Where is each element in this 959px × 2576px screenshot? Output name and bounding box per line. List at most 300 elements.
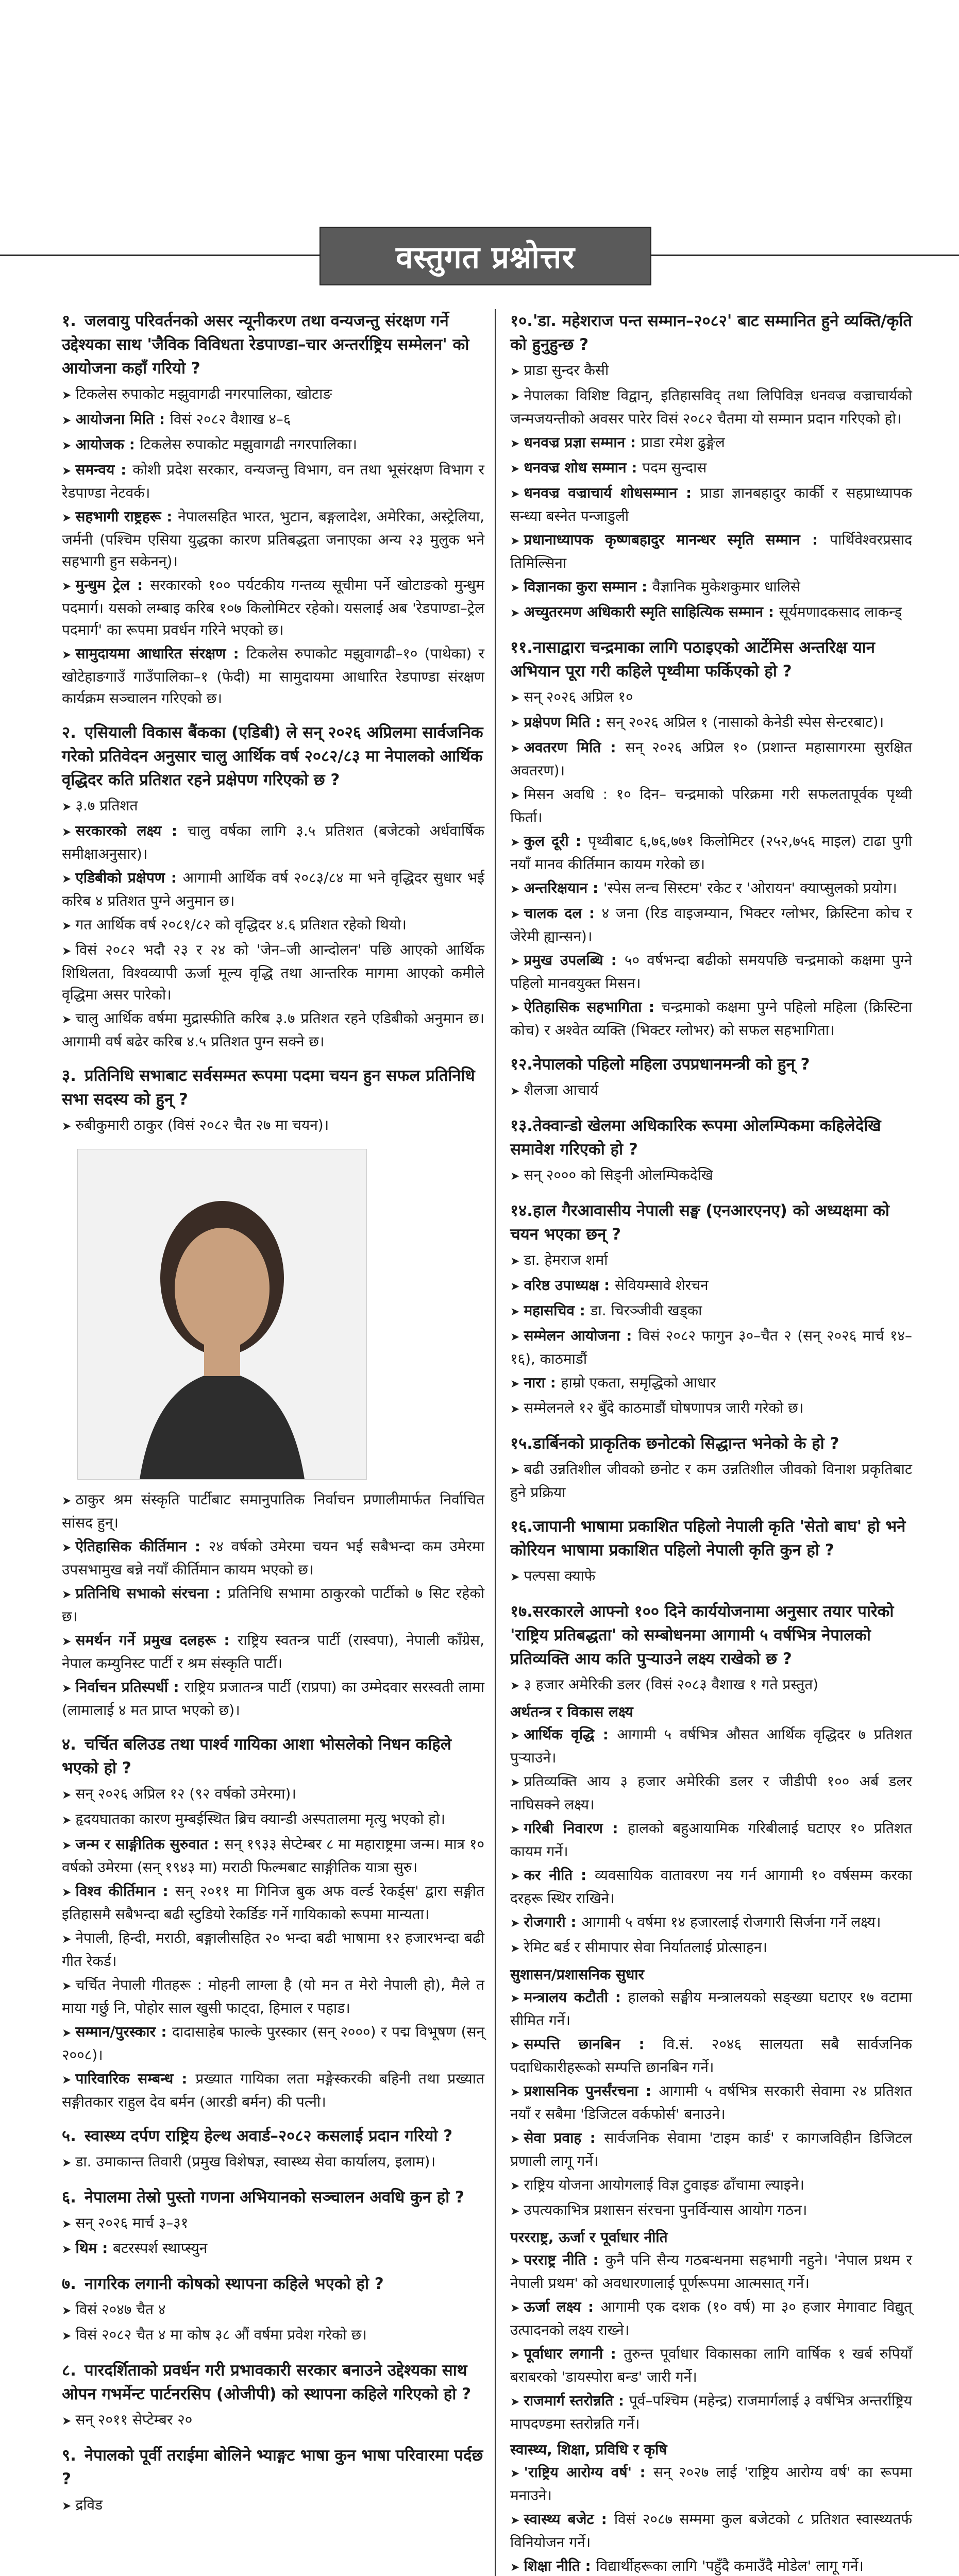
bullet-arrow-icon: ➤ — [510, 1085, 520, 1098]
answer-text: राष्ट्रिय स्वतन्त्र पार्टी (रास्वपा), नेपाली काँग्रेस, नेपाल कम्युनिस्ट पार्टी र श्रम संस्कृति पार्टी। — [62, 1632, 484, 1672]
bullet-arrow-icon: ➤ — [62, 873, 72, 886]
answer-label: सेवा प्रवाह : — [524, 2129, 604, 2146]
answer-text: विसं २०४७ चैत ४ — [75, 2301, 166, 2318]
bullet-arrow-icon: ➤ — [62, 920, 72, 933]
answer-line — [510, 529, 912, 574]
answer-line — [62, 2151, 484, 2174]
answer-line — [510, 2199, 912, 2223]
question-block — [510, 1199, 912, 1420]
question-title — [510, 1600, 912, 1671]
answer-label: अवतरण मिति : — [524, 739, 626, 756]
bullet-arrow-icon: ➤ — [62, 1980, 72, 1993]
question-text: जलवायु परिवर्तनको असर न्यूनीकरण तथा वन्यजन्तु संरक्षण गर्ने उद्देश्यका साथ 'जैविक विविधता रेडपाण्डा–चार अन्तर्राष्ट्रिय सम्मेलन' को आयोजना कहाँ गरियो ? — [62, 312, 469, 378]
answer-label: धनवज्र शोध सम्मान : — [524, 459, 643, 476]
answer-text: चन्द्रमाको कक्षमा पुग्ने पहिलो महिला (क्रिस्टिना कोच) र अश्वेत व्यक्ति (भिक्टर ग्लोभर) को सफल सहभागिता। — [510, 998, 912, 1039]
bullet-arrow-icon: ➤ — [510, 1464, 520, 1477]
question-text: हाल गैरआवासीय नेपाली सङ्घ (एनआरएनए) को अध्यक्षमा को चयन भएका छन् ? — [510, 1201, 889, 1244]
answer-text: प्राडा ज्ञानबहादुर कार्की र सहप्राध्यापक सन्ध्या बस्नेत पन्जाडुली — [510, 484, 913, 524]
answer-text: डा. उमाकान्त तिवारी (प्रमुख विशेषज्ञ, स्वास्थ्य सेवा कार्यालय, इलाम)। — [75, 2153, 436, 2170]
question-title — [62, 309, 484, 380]
question-number: १०. — [510, 312, 533, 330]
question-text: स्वास्थ्य दर्पण राष्ट्रिय हेल्थ अवार्ड–२०८२ कसलाई प्रदान गरियो ? — [85, 2127, 453, 2145]
question-block — [62, 2444, 484, 2517]
answer-text: आगामी ५ वर्षभित्र औसत आर्थिक वृद्धिदर ७ प्रतिशत पुऱ्याउने। — [510, 1726, 912, 1766]
answer-line — [510, 737, 912, 782]
bullet-arrow-icon: ➤ — [510, 437, 520, 450]
answer-line — [510, 1459, 912, 1503]
answer-text: पार्थिवेश्वरप्रसाद तिमिल्सिना — [510, 531, 912, 571]
question-number: ७. — [62, 2275, 76, 2293]
answer-text: पल्पसा क्याफे — [524, 1567, 596, 1584]
answer-label: एडिबीको प्रक्षेपण : — [75, 869, 183, 886]
bullet-arrow-icon: ➤ — [62, 826, 72, 839]
answer-label: अच्युतरमण अधिकारी स्मृति साहित्यिक सम्मान : — [524, 603, 779, 620]
bullet-arrow-icon: ➤ — [62, 2074, 72, 2087]
bullet-arrow-icon: ➤ — [62, 2330, 72, 2343]
answer-label: जन्म र साङ्गीतिक सुरुवात : — [75, 1836, 224, 1853]
answer-line — [62, 1489, 484, 1534]
answer-text: विसं २०८७ सम्ममा कुल बजेटको ८ प्रतिशत स्वास्थ्यतर्फ विनियोजन गर्ने। — [510, 2511, 912, 2551]
question-block — [510, 1114, 912, 1188]
bullet-arrow-icon: ➤ — [62, 2415, 72, 2428]
bullet-arrow-icon: ➤ — [62, 1839, 72, 1852]
answer-text: हृदयघातका कारण मुम्बईस्थित ब्रिच क्यान्डी अस्पतालमा मृत्यु भएको हो। — [75, 1810, 446, 1827]
answer-line — [62, 1630, 484, 1674]
question-text: 'डा. महेशराज पन्त सम्मान–२०८२' बाट सम्मानित हुने व्यक्ति/कृति को हुनुहुन्छ ? — [510, 312, 912, 354]
answer-line — [510, 385, 912, 430]
answer-line — [62, 914, 484, 937]
question-number: ८. — [62, 2361, 76, 2380]
answer-line — [510, 1724, 912, 1769]
question-text: नेपालमा तेस्रो पुस्तो गणना अभियानको सञ्चालन अवधि कुन हो ? — [85, 2188, 465, 2207]
subsection-heading: सुशासन/प्रशासनिक सुधार — [510, 1966, 644, 1983]
bullet-arrow-icon: ➤ — [510, 883, 520, 896]
bullet-arrow-icon: ➤ — [510, 1306, 520, 1318]
bullet-arrow-icon: ➤ — [510, 2086, 520, 2099]
answer-line — [62, 867, 484, 912]
question-title — [510, 1432, 912, 1455]
question-number: १४. — [510, 1201, 533, 1220]
answer-text: टिकलेस रुपाकोट मझुवागढी नगरपालिका, खोटाङ — [75, 385, 332, 402]
answer-text: 'स्पेस लन्च सिस्टम' रकेट र 'ओरायन' क्याप्सुलको प्रयोग। — [603, 879, 897, 896]
answer-line — [62, 1783, 484, 1806]
answer-label: प्रतिनिधि सभाको संरचना : — [75, 1585, 228, 1602]
bullet-arrow-icon: ➤ — [62, 2218, 72, 2231]
bullet-arrow-icon: ➤ — [62, 1789, 72, 1802]
bullet-arrow-icon: ➤ — [510, 488, 520, 501]
answer-text: २४ वर्षको उमेरमा चयन भई सबैभन्दा कम उमेरमा उपसभामुख बन्ने नयाँ कीर्तिमान कायम भएको छ। — [62, 1538, 484, 1578]
answer-line — [510, 996, 912, 1041]
answer-label: ऊर्जा लक्ष्य : — [524, 2298, 601, 2315]
answer-label: रोजगारी : — [524, 1913, 582, 1930]
answer-line — [510, 576, 912, 599]
answer-text: प्राडा सुन्दर कैसी — [524, 362, 609, 379]
answer-label: मन्त्रालय कटौती : — [524, 1989, 628, 2006]
answer-line — [510, 2249, 912, 2294]
question-number: ९. — [62, 2446, 76, 2465]
answer-label: राजमार्ग स्तरोन्नति : — [524, 2392, 629, 2409]
answer-text: आगामी एक दशक (१० वर्ष) मा ३० हजार मेगावाट विद्युत् उत्पादनको लक्ष्य राख्ने। — [510, 2298, 912, 2338]
answer-line — [62, 1808, 484, 1832]
answer-text: रेमिट बर्ड र सीमापार सेवा निर्यातलाई प्रोत्साहन। — [524, 1939, 767, 1956]
section-header — [319, 227, 651, 285]
answer-label: स्वास्थ्य बजेट : — [524, 2511, 614, 2528]
answer-text: विसं २०८२ वैशाख ४–६ — [170, 411, 291, 428]
bullet-arrow-icon: ➤ — [62, 801, 72, 814]
answer-text: ४ जना (रिड वाइजम्यान, भिक्टर ग्लोभर, क्रिस्टिना कोच र जेरेमी ह्यान्सन)। — [510, 905, 912, 945]
question-text: नेपालको पूर्वी तराईमा बोलिने भ्याङ्गट भाषा कुन भाषा परिवारमा पर्दछ ? — [62, 2446, 483, 2488]
answer-label: सरकारको लक्ष्य : — [75, 822, 188, 839]
answer-line — [510, 457, 912, 480]
answer-label: वरिष्ठ उपाध्यक्ष : — [524, 1277, 615, 1294]
question-block — [510, 1600, 912, 2576]
question-title — [62, 1733, 484, 1780]
answer-text: सन् २०२६ अप्रिल १० (प्रशान्त महासागरमा सुरक्षित अवतरण)। — [510, 739, 912, 779]
answer-line — [510, 1397, 912, 1420]
bullet-arrow-icon: ➤ — [510, 692, 520, 705]
question-block — [62, 2272, 484, 2347]
answer-text: प्रख्यात गायिका लता मङ्गेस्करकी बहिनी तथा प्रख्यात सङ्गीतकार राहुल देव बर्मन (आरडी बर्मन) की पत्नी। — [62, 2070, 485, 2110]
answer-text: टिकलेस रुपाकोट मझुवागढी–१० (पाथेका) र खोटेहाङगाउँ गाउँपालिका–१ (फेदी) मा सामुदायमा आधारित रेडपाण्डा संरक्षण कार्यक्रम सञ्चालन गरिएको छ। — [62, 645, 484, 707]
answer-text: विसं २०८२ भदौ २३ र २४ को 'जेन–जी आन्दोलन' पछि आएको आर्थिक शिथिलता, विश्वव्यापी ऊर्जा मूल्य वृद्धि तथा आन्तरिक मागमा आएको कमीले वृद्धिमा असर पारेको। — [62, 941, 484, 1003]
question-block — [62, 2359, 484, 2432]
answer-text: सन् १९३३ सेप्टेम्बर ८ मा महाराष्ट्रमा जन्म। मात्र १० वर्षको उमेरमा (सन् १९४३ मा) मराठी फिल्मबाट साङ्गीतिक यात्रा सुरु। — [62, 1836, 485, 1876]
question-title — [62, 2124, 484, 2148]
question-title — [62, 1064, 484, 1111]
bullet-arrow-icon: ➤ — [510, 1403, 520, 1416]
bullet-arrow-icon: ➤ — [510, 789, 520, 802]
bullet-arrow-icon: ➤ — [62, 580, 72, 593]
answer-line — [510, 2555, 912, 2576]
column-divider — [495, 309, 496, 2576]
question-block — [62, 2185, 484, 2261]
answer-line — [62, 643, 484, 709]
answer-text: हाम्रो एकता, समृद्धिको आधार — [561, 1374, 716, 1391]
answer-text: ३.७ प्रतिशत — [75, 797, 138, 814]
answer-line — [510, 1865, 912, 1909]
portrait-photo — [77, 1149, 367, 1480]
bullet-arrow-icon: ➤ — [62, 389, 72, 402]
answer-label: सम्पत्ति छानबिन : — [524, 2036, 663, 2053]
answer-text: सूर्यमणादकसाद लाकन्ड् — [779, 603, 902, 620]
bullet-arrow-icon: ➤ — [510, 391, 520, 403]
answer-line — [62, 409, 484, 432]
answer-text: आगामी ५ वर्षभित्र सरकारी सेवामा २४ प्रतिशत नयाँ र सबैमा 'डिजिटल वर्कफोर्स' बनाउने। — [510, 2082, 912, 2123]
answer-label: गरिबी निवारण : — [524, 1820, 628, 1837]
answer-text: सन् २०११ मा गिनिज बुक अफ वर्ल्ड रेकर्ड्स' द्वारा सङ्गीत इतिहासमै सबैभन्दा बढी स्टुडियो रेकर्डिङ गर्ने गायिकाको रूपमा मान्यता। — [62, 1883, 484, 1923]
answer-text: सन् २०२७ लाई 'राष्ट्रिय आरोग्य वर्ष' का रूपमा मनाउने। — [510, 2464, 912, 2504]
answer-text: नेपालका विशिष्ट विद्वान्, इतिहासविद् तथा लिपिविज्ञ धनवज्र वज्राचार्यको जन्मजयन्तीको अवसर पारेर विसं २०८२ चैतमा यो सम्मान प्रदान गरिएको हो। — [510, 387, 912, 427]
answer-line — [510, 601, 912, 624]
answer-text: सन् २०२६ मार्च ३–३१ — [75, 2214, 189, 2231]
answer-text: सम्मेलनले १२ बुँदे काठमाडौं घोषणापत्र जारी गरेको छ। — [524, 1399, 804, 1416]
answer-line — [510, 482, 912, 527]
question-text: नासाद्वारा चन्द्रमाका लागि पठाइएको आर्टेमिस अन्तरिक्ष यान अभियान पूरा गरी कहिले पृथ्वीमा फर्किएको हो ? — [510, 638, 875, 681]
question-block — [510, 636, 912, 1041]
question-text: डार्बिनको प्राकृतिक छनोटको सिद्धान्त भनेको के हो ? — [533, 1434, 839, 1453]
subsection-heading: अर्थतन्त्र र विकास लक्ष्य — [510, 1703, 633, 1720]
answer-line — [510, 432, 912, 455]
bullet-arrow-icon: ➤ — [510, 2467, 520, 2480]
answer-label: आयोजक : — [75, 436, 140, 453]
bullet-arrow-icon: ➤ — [510, 717, 520, 730]
bullet-arrow-icon: ➤ — [510, 2514, 520, 2527]
bullet-arrow-icon: ➤ — [510, 1917, 520, 1930]
question-title — [62, 2185, 484, 2209]
answer-line — [510, 2462, 912, 2506]
answer-line — [510, 2343, 912, 2388]
answer-label: पूर्वाधार लगानी : — [524, 2345, 624, 2362]
question-block — [510, 309, 912, 624]
answer-line — [510, 877, 912, 901]
answer-line — [62, 1583, 484, 1628]
answer-text: सन् २०११ सेप्टेम्बर २० — [75, 2411, 193, 2428]
question-number: ३. — [62, 1066, 76, 1085]
answer-text: कोशी प्रदेश सरकार, वन्यजन्तु विभाग, वन तथा भूसंरक्षण विभाग र रेडपाण्डा नेटवर्क। — [62, 461, 484, 501]
answer-line — [510, 360, 912, 383]
answer-line — [510, 1300, 912, 1323]
answer-text: रुबीकुमारी ठाकुर (विसं २०८२ चैत २७ मा चयन)। — [75, 1116, 329, 1133]
answer-line — [62, 1008, 484, 1053]
answer-text: प्रतिनिधि सभामा ठाकुरको पार्टीको ७ सिट रहेको छ। — [62, 1585, 484, 1625]
answer-line — [62, 2212, 484, 2235]
answer-line — [510, 1275, 912, 1298]
bullet-arrow-icon: ➤ — [510, 908, 520, 921]
bullet-arrow-icon: ➤ — [62, 945, 72, 958]
question-title — [510, 1053, 912, 1076]
answer-text: पृथ्वीबाट ६,७६,७७१ किलोमिटर (२५२,७५६ माइल) टाढा पुगी नयाँ मानव कीर्तिमान कायम गरेको छ। — [510, 833, 912, 873]
answer-text: सरकारको १०० पर्यटकीय गन्तव्य सूचीमा पर्ने खोटाङको मुन्धुम पदमार्ग। यसको लम्बाइ करिब १०७ किलोमिटर रहेको। यसलाई अब 'रेडपाण्डा–ट्रेल पदमार्ग' का रूपमा प्रवर्धन गरिने भएको छ। — [62, 577, 484, 638]
answer-text: ५० वर्षभन्दा बढीको समयपछि चन्द्रमाको कक्षमा पुग्ने पहिलो मानवयुक्त मिसन। — [510, 952, 912, 992]
answer-line — [62, 1927, 484, 1972]
answer-line — [62, 1974, 484, 2019]
answer-label: विश्व कीर्तिमान : — [75, 1883, 176, 1900]
answer-line — [510, 1372, 912, 1395]
answer-line — [62, 574, 484, 641]
answer-label: सहभागी राष्ट्रहरू : — [75, 508, 178, 525]
answer-line — [62, 795, 484, 818]
answer-label: समन्वय : — [75, 461, 133, 478]
bullet-arrow-icon: ➤ — [510, 1992, 520, 2005]
question-number: १. — [62, 312, 76, 330]
answer-line — [62, 2494, 484, 2517]
bullet-arrow-icon: ➤ — [510, 742, 520, 755]
subsection-heading: पररराष्ट्र, ऊर्जा र पूर्वाधार नीति — [510, 2229, 668, 2246]
answer-line — [510, 2127, 912, 2172]
bullet-arrow-icon: ➤ — [62, 414, 72, 427]
answer-line — [62, 2409, 484, 2432]
question-number: २. — [62, 723, 76, 742]
question-title — [62, 2359, 484, 2406]
question-block — [62, 2124, 484, 2174]
question-text: जापानी भाषामा प्रकाशित पहिलो नेपाली कृति 'सेतो बाघ' हो भने कोरियन भाषामा प्रकाशित पहिलो नेपाली कृति कुन हो ? — [510, 1517, 906, 1560]
answer-line — [62, 383, 484, 406]
question-number: १३. — [510, 1116, 533, 1135]
question-block — [62, 1733, 484, 2113]
question-number: ६. — [62, 2188, 76, 2207]
answer-line — [62, 939, 484, 1006]
answer-line — [510, 1565, 912, 1588]
bullet-arrow-icon: ➤ — [62, 2243, 72, 2256]
answer-label: विज्ञानका कुरा सम्मान : — [524, 578, 652, 595]
question-block — [510, 1432, 912, 1503]
answer-text: चालु वर्षका लागि ३.५ प्रतिशत (बजेटको अर्धवार्षिक समीक्षाअनुसार)। — [62, 822, 484, 862]
question-block — [510, 1053, 912, 1103]
question-text: प्रतिनिधि सभाबाट सर्वसम्मत रूपमा पदमा चयन हुन सफल प्रतिनिधि सभा सदस्य को हुन् ? — [62, 1066, 475, 1109]
answer-line — [510, 1249, 912, 1273]
answer-text: तुरुन्त पूर्वाधार विकासका लागि वार्षिक १ खर्ब रुपियाँ बराबरको 'डायस्पोरा बन्ड' जारी गर्ने। — [510, 2345, 912, 2385]
answer-label: धनवज्र प्रज्ञा सम्मान : — [524, 434, 641, 451]
bullet-arrow-icon: ➤ — [62, 1682, 72, 1695]
answer-text: मिसन अवधि : १० दिन– चन्द्रमाको परिक्रमा गरी सफलतापूर्वक पृथ्वी फिर्ता। — [510, 786, 912, 826]
answer-text: सेवियम्सावे शेरचन — [615, 1277, 709, 1294]
bullet-arrow-icon: ➤ — [510, 2205, 520, 2218]
answer-text: व्यवसायिक वातावरण नय गर्न आगामी १० वर्षसम्म करका दरहरू स्थिर राखिने। — [510, 1867, 912, 1907]
question-block — [62, 1064, 484, 1138]
bullet-arrow-icon: ➤ — [62, 512, 72, 524]
bullet-arrow-icon: ➤ — [62, 465, 72, 478]
answer-text: उपत्यकाभित्र प्रशासन संरचना पुनर्विन्यास आयोग गठन। — [524, 2201, 807, 2218]
answer-line — [510, 2174, 912, 2197]
bullet-arrow-icon: ➤ — [510, 1331, 520, 1344]
bullet-arrow-icon: ➤ — [62, 1635, 72, 1648]
answer-label: सम्मेलन आयोजना : — [524, 1327, 638, 1344]
right-column — [510, 309, 912, 2576]
answer-line — [510, 1987, 912, 2031]
question-title — [62, 2444, 484, 2491]
answer-text: विसं २०८२ फागुन ३०–चैत २ (सन् २०२६ मार्च १४–१६), काठमाडौं — [510, 1327, 912, 1367]
bullet-arrow-icon: ➤ — [510, 1255, 520, 1268]
answer-text: हालको बहुआयामिक गरिबीलाई घटाएर १० प्रतिशत कायम गर्ने। — [510, 1820, 912, 1860]
answer-line — [510, 2296, 912, 2341]
bullet-arrow-icon: ➤ — [510, 1870, 520, 1883]
bullet-arrow-icon: ➤ — [62, 1541, 72, 1554]
bullet-arrow-icon: ➤ — [62, 2157, 72, 2170]
bullet-arrow-icon: ➤ — [510, 365, 520, 378]
answer-line — [510, 2033, 912, 2078]
answer-label: निर्वाचन प्रतिस्पर्धी : — [75, 1679, 184, 1696]
question-title — [510, 636, 912, 683]
bullet-arrow-icon: ➤ — [510, 2349, 520, 2362]
bullet-arrow-icon: ➤ — [510, 2561, 520, 2574]
bullet-arrow-icon: ➤ — [62, 1933, 72, 1946]
question-number: १५. — [510, 1434, 533, 1453]
bullet-arrow-icon: ➤ — [62, 1886, 72, 1899]
answer-text: राष्ट्रिय प्रजातन्त्र पार्टी (राप्रपा) का उम्मेदवार सरस्वती लामा (लामालाई ४ मत प्राप्त भएको छ)। — [62, 1679, 484, 1719]
answer-line — [510, 1079, 912, 1103]
bullet-arrow-icon: ➤ — [62, 649, 72, 662]
bullet-arrow-icon: ➤ — [510, 1680, 520, 1692]
answer-text: राष्ट्रिय योजना आयोगलाई विज्ञ टुवाइङ ढाँचामा ल्याइने। — [524, 2176, 804, 2193]
bullet-arrow-icon: ➤ — [62, 1814, 72, 1827]
answer-label: कर नीति : — [524, 1867, 595, 1884]
question-title — [62, 721, 484, 792]
answer-text: सन् २०२६ अप्रिल १ (नासाको केनेडी स्पेस सेन्टरबाट)। — [606, 714, 884, 731]
answer-text: पूर्व–पश्चिम (महेन्द्र) राजमार्गलाई ३ वर्षभित्र अन्तर्राष्ट्रिय मापदण्डमा स्तरोन्नति गर्ने। — [510, 2392, 912, 2432]
answer-text: ३ हजार अमेरिकी डलर (विसं २०८३ वैशाख १ गते प्रस्तुत) — [524, 1676, 819, 1693]
answer-text: चालु आर्थिक वर्षमा मुद्रास्फीति करिब ३.७ प्रतिशत रहने एडिबीको अनुमान छ। आगामी वर्ष बढेर करिब ४.५ प्रतिशत पुग्न सक्ने छ। — [62, 1010, 484, 1050]
answer-text: डा. हेमराज शर्मा — [524, 1251, 608, 1268]
answer-text: शैलजा आचार्य — [524, 1081, 599, 1098]
answer-text: दादासाहेब फाल्के पुरस्कार (सन् २०००) र पद्म विभूषण (सन् २००८)। — [62, 2023, 484, 2063]
bullet-arrow-icon: ➤ — [510, 1170, 520, 1183]
answer-text: बटरस्पर्श स्थाप्स्युन — [113, 2240, 208, 2257]
answer-label: 'राष्ट्रिय आरोग्य वर्ष' : — [524, 2464, 654, 2481]
answer-label: समर्थन गर्ने प्रमुख दलहरू : — [75, 1632, 238, 1649]
answer-text: द्रविड — [75, 2496, 103, 2513]
bullet-arrow-icon: ➤ — [510, 1002, 520, 1015]
answer-label: आयोजना मिति : — [75, 411, 170, 428]
answer-line — [62, 2068, 484, 2113]
answer-text: ठाकुर श्रम संस्कृति पार्टीबाट समानुपातिक निर्वाचन प्रणालीमार्फत निर्वाचित सांसद हुन्। — [62, 1491, 484, 1531]
answer-text: नेपालसहित भारत, भुटान, बङ्गलादेश, अमेरिका, अस्ट्रेलिया, जर्मनी (पश्चिम एसिया युद्धका कारण प्रतिबद्धता जनाएका अन्य २३ मुलुक भने सहभागी हुन सकेनन्)। — [62, 508, 484, 570]
answer-label: थिम : — [75, 2240, 113, 2257]
answer-line — [510, 711, 912, 735]
subsection-heading: स्वास्थ्य, शिक्षा, प्रविधि र कृषि — [510, 2441, 667, 2458]
answer-line — [62, 506, 484, 572]
answer-text: प्राडा रमेश ढुङ्गेल — [641, 434, 725, 451]
answer-line — [62, 1880, 484, 1925]
answer-label: अन्तरिक्षयान : — [524, 879, 603, 896]
answer-label: धनवज्र वज्राचार्य शोधसम्मान : — [524, 484, 700, 501]
bullet-arrow-icon: ➤ — [510, 836, 520, 849]
answer-line — [510, 784, 912, 828]
answer-label: आर्थिक वृद्धि : — [524, 1726, 617, 1743]
bullet-arrow-icon: ➤ — [510, 2039, 520, 2052]
bullet-arrow-icon: ➤ — [62, 1495, 72, 1507]
question-title — [510, 1199, 912, 1246]
question-title — [510, 1114, 912, 1161]
question-number: १७. — [510, 1602, 533, 1621]
question-text: सरकारले आफ्नो १०० दिने कार्ययोजनामा अनुसार तयार पारेको 'राष्ट्रिय प्रतिबद्धता' को सम्बोधनमा आगामी ५ वर्षभित्र नेपालको प्रतिव्यक्ति आय कति पुऱ्याउने लक्ष्य राखेको छ ? — [510, 1602, 894, 1668]
question-title — [510, 309, 912, 357]
answer-line — [510, 903, 912, 947]
answer-line — [510, 950, 912, 994]
answer-text: प्रतिव्यक्ति आय ३ हजार अमेरिकी डलर र जीडीपी १०० अर्ब डलर नाघिसक्ने लक्ष्य। — [510, 1773, 912, 1813]
question-text: चर्चित बलिउड तथा पार्श्व गायिका आशा भोसलेको निधन कहिले भएको हो ? — [62, 1735, 451, 1777]
answer-text: नेपाली, हिन्दी, मराठी, बङ्गालीसहित २० भन्दा बढी भाषामा १२ हजारभन्दा बढी गीत रेकर्ड। — [62, 1929, 484, 1970]
answer-text: विसं २०८२ चैत ४ मा कोष ३८ औं वर्षमा प्रवेश गरेको छ। — [75, 2326, 367, 2343]
question-number: ४. — [62, 1735, 76, 1754]
question-block — [62, 1489, 484, 1721]
answer-line — [62, 820, 484, 865]
answer-label: सम्मान/पुरस्कार : — [75, 2023, 172, 2040]
question-block — [510, 1515, 912, 1588]
answer-label: शिक्षा नीति : — [524, 2557, 596, 2574]
answer-line — [510, 1818, 912, 1862]
answer-label: ऐतिहासिक कीर्तिमान : — [75, 1538, 209, 1555]
answer-line — [62, 1834, 484, 1878]
bullet-arrow-icon: ➤ — [510, 2255, 520, 2268]
question-block — [62, 721, 484, 1053]
answer-text: आगामी ५ वर्षमा १४ हजारलाई रोजगारी सिर्जना गर्ने लक्ष्य। — [581, 1913, 881, 1930]
answer-line — [510, 2390, 912, 2435]
answer-line — [510, 686, 912, 709]
bullet-arrow-icon: ➤ — [510, 1280, 520, 1293]
answer-text: विद्यार्थीहरूका लागि 'पहुँदै कमाउँदै मोडेल' लागू गर्ने। — [596, 2557, 864, 2574]
answer-line — [62, 434, 484, 457]
person-photo-icon — [78, 1149, 366, 1479]
bullet-arrow-icon: ➤ — [510, 607, 520, 620]
answer-line — [62, 1114, 484, 1138]
bullet-arrow-icon: ➤ — [62, 1013, 72, 1026]
bullet-arrow-icon: ➤ — [510, 1776, 520, 1789]
answer-text: टिकलेस रुपाकोट मझुवागढी नगरपालिका। — [140, 436, 357, 453]
answer-line — [510, 1164, 912, 1188]
answer-line — [510, 831, 912, 875]
answer-label: ऐतिहासिक सहभागिता : — [524, 998, 662, 1015]
question-text: तेक्वान्डो खेलमा अधिकारिक रूपमा ओलम्पिकमा कहिलेदेखि समावेश गरिएको हो ? — [510, 1116, 881, 1159]
